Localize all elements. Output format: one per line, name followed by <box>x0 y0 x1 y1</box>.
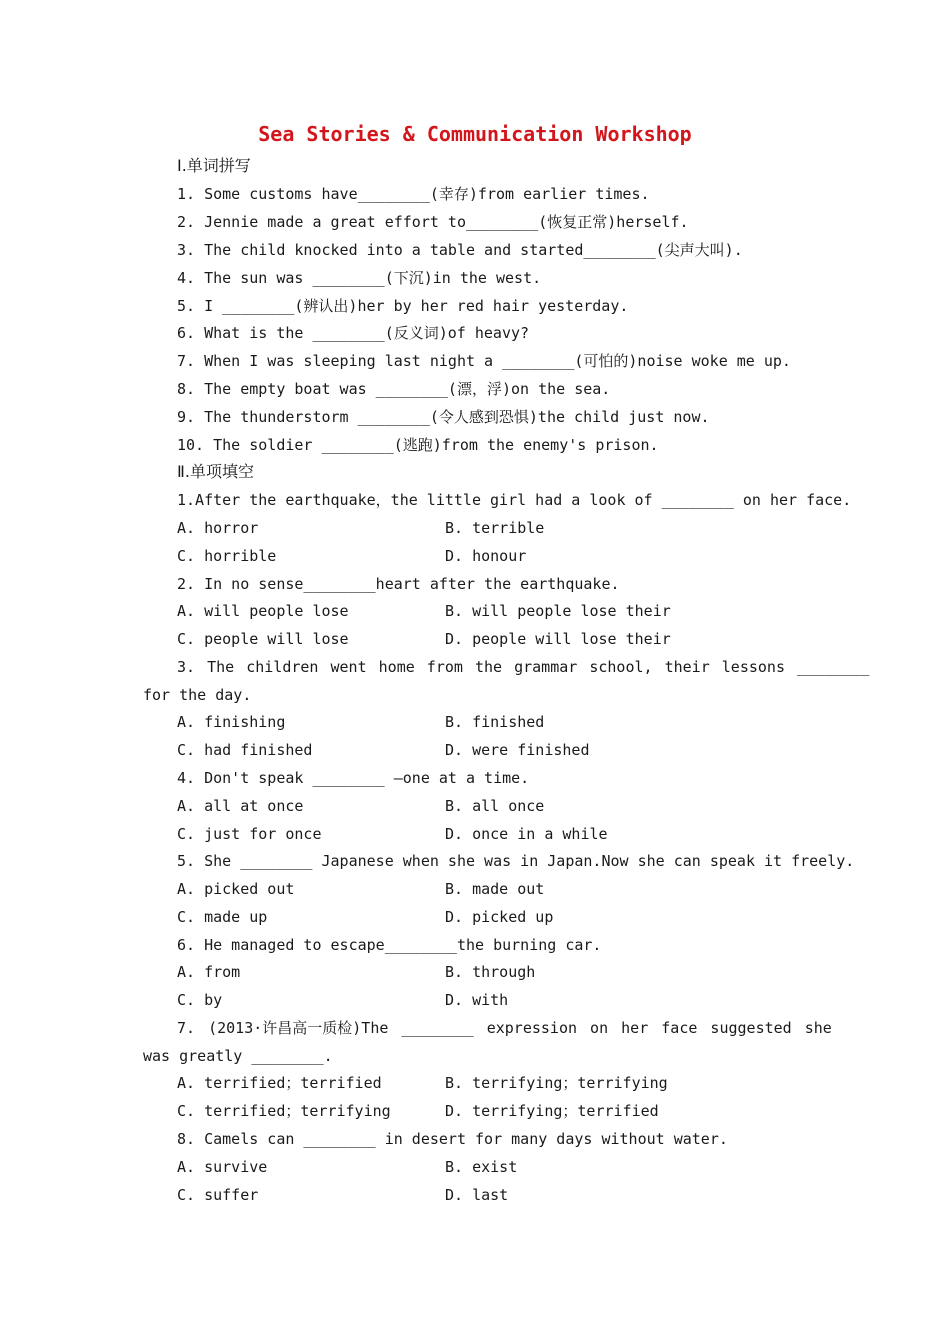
question-stem: 6. He managed to escape________the burning car. <box>177 936 602 954</box>
option-a: A. picked out <box>177 880 295 898</box>
spelling-item: 2. Jennie made a great effort to________(恢复正常)herself. <box>177 213 689 231</box>
option-d: D. terrifying；terrified <box>445 1102 659 1120</box>
question-stem: 5. She ________ Japanese when she was in Japan.Now she can speak it freely. <box>177 852 855 870</box>
option-d: D. once in a while <box>445 825 608 843</box>
option-a: A. will people lose <box>177 602 349 620</box>
question-stem: 7. (2013·许昌高一质检)The ________ expression on her face suggested she <box>177 1019 832 1037</box>
option-b: B. made out <box>445 880 545 898</box>
question-stem: 3. The children went home from the grammar school, their lessons ________ <box>177 658 870 676</box>
option-b: B. all once <box>445 797 545 815</box>
option-c: C. made up <box>177 908 268 926</box>
spelling-item: 6. What is the ________(反义词)of heavy? <box>177 324 530 342</box>
option-b: B. finished <box>445 713 545 731</box>
option-b: B. terrifying；terrifying <box>445 1074 668 1092</box>
option-c: C. terrified；terrifying <box>177 1102 391 1120</box>
option-c: C. suffer <box>177 1186 259 1204</box>
spelling-item: 3. The child knocked into a table and started________(尖声大叫). <box>177 241 743 259</box>
option-c: C. by <box>177 991 223 1009</box>
question-stem: 2. In no sense________heart after the earthquake. <box>177 575 620 593</box>
page-title: Sea Stories & Communication Workshop <box>258 122 692 146</box>
option-c: C. people will lose <box>177 630 349 648</box>
option-c: C. just for once <box>177 825 322 843</box>
question-stem-continued: was greatly ________. <box>143 1047 333 1065</box>
option-d: D. people will lose their <box>445 630 671 648</box>
option-c: C. had finished <box>177 741 313 759</box>
spelling-item: 4. The sun was ________(下沉)in the west. <box>177 269 542 287</box>
question-stem-continued: for the day. <box>143 686 252 704</box>
option-d: D. with <box>445 991 509 1009</box>
question-stem: 1.After the earthquake，the little girl had a look of ________ on her face. <box>177 491 852 509</box>
option-d: D. were finished <box>445 741 590 759</box>
option-d: D. honour <box>445 547 527 565</box>
option-c: C. horrible <box>177 547 277 565</box>
option-a: A. from <box>177 963 241 981</box>
question-stem: 4. Don't speak ________ —one at a time. <box>177 769 530 787</box>
section-heading: Ⅰ.单词拼写 <box>177 156 251 175</box>
option-a: A. horror <box>177 519 259 537</box>
section-heading: Ⅱ.单项填空 <box>177 462 254 481</box>
spelling-item: 7. When I was sleeping last night a ________(可怕的)noise woke me up. <box>177 352 791 370</box>
option-d: D. last <box>445 1186 509 1204</box>
question-stem: 8. Camels can ________ in desert for many days without water. <box>177 1130 728 1148</box>
option-d: D. picked up <box>445 908 554 926</box>
option-a: A. terrified；terrified <box>177 1074 382 1092</box>
option-b: B. terrible <box>445 519 545 537</box>
option-a: A. all at once <box>177 797 304 815</box>
option-b: B. will people lose their <box>445 602 671 620</box>
option-a: A. finishing <box>177 713 286 731</box>
spelling-item: 5. I ________(辨认出)her by her red hair yesterday. <box>177 297 629 315</box>
spelling-item: 9. The thunderstorm ________(令人感到恐惧)the child just now. <box>177 408 710 426</box>
option-b: B. exist <box>445 1158 518 1176</box>
option-b: B. through <box>445 963 536 981</box>
spelling-item: 10. The soldier ________(逃跑)from the enemy's prison. <box>177 436 659 454</box>
spelling-item: 8. The empty boat was ________(漂，浮)on the sea. <box>177 380 611 398</box>
spelling-item: 1. Some customs have________(幸存)from earlier times. <box>177 185 650 203</box>
option-a: A. survive <box>177 1158 268 1176</box>
